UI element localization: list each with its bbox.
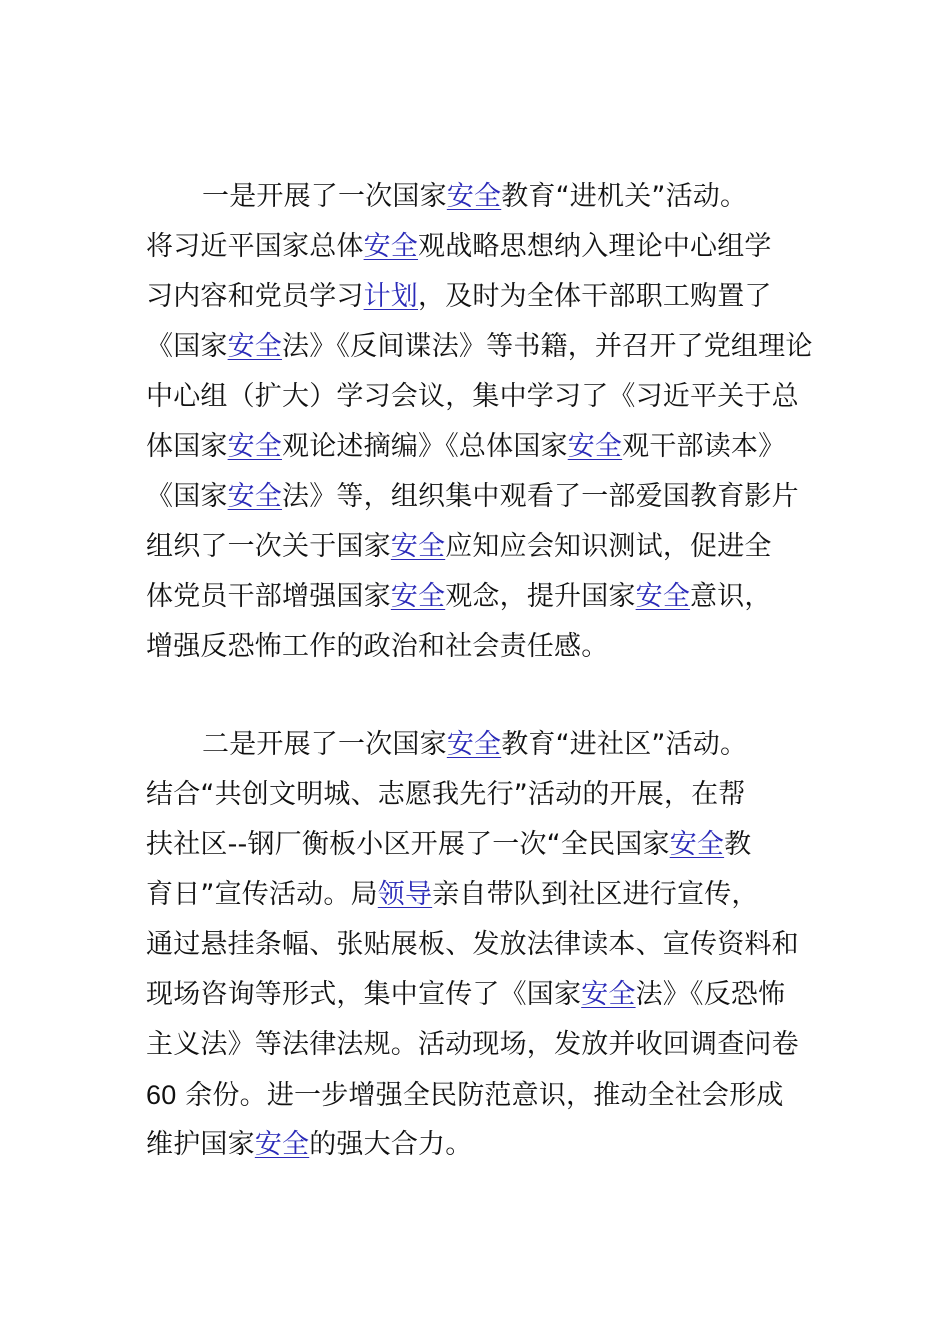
text-line: [146, 1120, 816, 1170]
keyword-link[interactable]: 安全: [363, 231, 419, 262]
text-segment: 观念，提升国家: [445, 581, 636, 612]
text-segment: 亲自带队到社区进行宣传，: [432, 879, 759, 910]
keyword-link[interactable]: 安全: [446, 181, 502, 212]
text-line: [146, 522, 816, 572]
text-segment: 应知应会知识测试，促进全: [445, 531, 772, 562]
text-segment: 法》《反间谍法》等书籍，并召开了党组理论: [282, 331, 813, 362]
text-line: [146, 770, 816, 820]
text-line: [146, 422, 816, 472]
text-segment: 观战略思想纳入理论中心组学: [418, 231, 772, 262]
text-segment: 结合“共创文明城、志愿我先行”活动的开展，在帮: [146, 779, 746, 810]
text-line: [146, 172, 816, 222]
keyword-link[interactable]: 安全: [227, 431, 283, 462]
keyword-link[interactable]: 安全: [227, 331, 283, 362]
text-segment: 观论述摘编》《总体国家: [282, 431, 568, 462]
text-segment: 体国家: [146, 431, 228, 462]
keyword-link[interactable]: 安全: [254, 1129, 310, 1160]
text-segment: 组织了一次关于国家: [146, 531, 391, 562]
text-line: [146, 870, 816, 920]
text-segment: 意识，: [690, 581, 772, 612]
paragraph-2: [146, 720, 816, 1170]
keyword-link[interactable]: 安全: [567, 431, 623, 462]
text-segment: 教: [724, 829, 752, 860]
keyword-link[interactable]: 安全: [227, 481, 283, 512]
text-segment: 法》等，组织集中观看了一部爱国教育影片: [282, 481, 799, 512]
text-segment: 法》《反恐怖: [635, 979, 786, 1010]
text-line: [146, 372, 816, 422]
text-line: [146, 720, 816, 770]
text-segment: 扶社区--钢厂衡板小区开展了一次“全民国家: [146, 829, 670, 860]
keyword-link[interactable]: 安全: [635, 581, 691, 612]
text-line: [146, 1070, 816, 1120]
text-segment: 通过悬挂条幅、张贴展板、发放法律读本、宣传资料和: [146, 929, 799, 960]
number-text: 60: [146, 1080, 177, 1110]
text-line: [146, 970, 816, 1020]
text-segment: 体党员干部增强国家: [146, 581, 391, 612]
text-line: [146, 322, 816, 372]
text-segment: 余份。进一步增强全民防范意识，推动全社会形成: [176, 1080, 784, 1111]
keyword-link[interactable]: 计划: [363, 281, 419, 312]
text-segment: 教育“进机关”活动。: [501, 181, 748, 212]
text-segment: 育日”宣传活动。局: [146, 879, 378, 910]
text-line: [146, 1020, 816, 1070]
text-segment: 主义法》等法律法规。活动现场，发放并收回调查问卷: [146, 1029, 799, 1060]
text-line: [146, 222, 816, 272]
text-segment: 一是开展了一次国家: [202, 181, 447, 212]
text-segment: 习内容和党员学习: [146, 281, 364, 312]
text-segment: 增强反恐怖工作的政治和社会责任感。: [146, 631, 609, 662]
text-line: [146, 572, 816, 622]
text-segment: 维护国家: [146, 1129, 255, 1160]
text-segment: 《国家: [146, 331, 228, 362]
keyword-link[interactable]: 安全: [390, 581, 446, 612]
text-line: [146, 622, 816, 672]
keyword-link[interactable]: 领导: [377, 879, 433, 910]
text-segment: 的强大合力。: [309, 1129, 473, 1160]
text-segment: 《国家: [146, 481, 228, 512]
text-line: [146, 820, 816, 870]
text-segment: 将习近平国家总体: [146, 231, 364, 262]
text-line: [146, 920, 816, 970]
text-line: [146, 472, 816, 522]
keyword-link[interactable]: 安全: [669, 829, 725, 860]
keyword-link[interactable]: 安全: [581, 979, 636, 1010]
text-segment: 现场咨询等形式，集中宣传了《国家: [146, 979, 582, 1010]
text-line: [146, 272, 816, 322]
text-segment: ，及时为全体干部职工购置了: [418, 281, 772, 312]
paragraph-1: [146, 172, 816, 672]
text-segment: 二是开展了一次国家: [202, 729, 447, 760]
text-segment: 观干部读本》: [622, 431, 786, 462]
text-segment: 教育“进社区”活动。: [501, 729, 748, 760]
keyword-link[interactable]: 安全: [446, 729, 502, 760]
text-segment: 中心组（扩大）学习会议，集中学习了《习近平关于总: [146, 381, 799, 412]
keyword-link[interactable]: 安全: [390, 531, 446, 562]
